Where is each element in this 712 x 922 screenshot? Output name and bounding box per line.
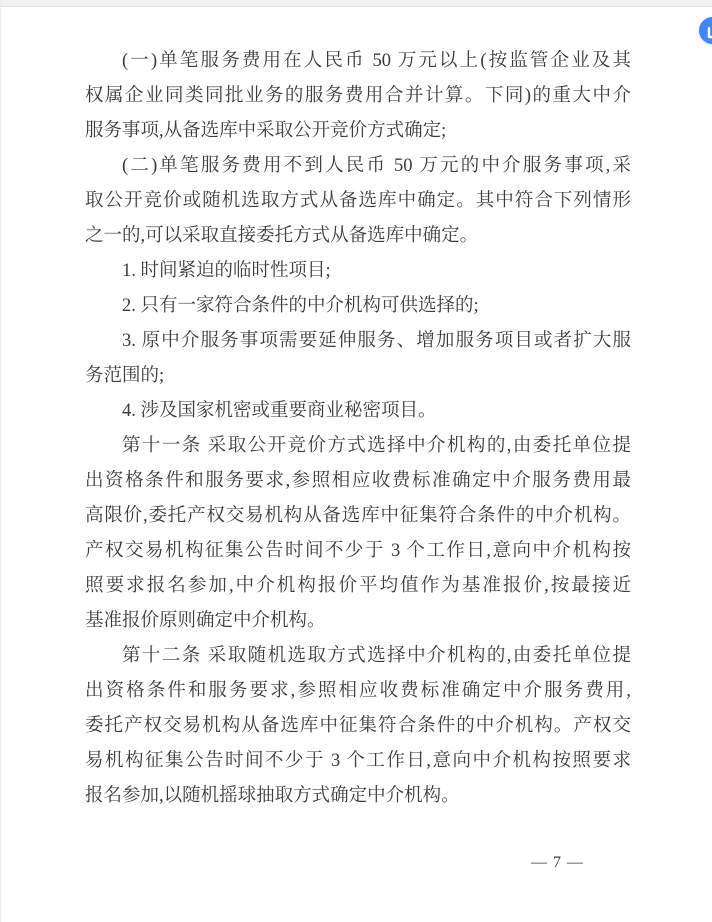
text-line: 权属企业同类同批业务的服务费用合并计算。下同)的重大中介 — [85, 86, 631, 106]
text-line: 报名参加,以随机摇球抽取方式确定中介机构。 — [85, 786, 460, 806]
floating-action-button[interactable] — [699, 17, 712, 44]
text-line: 易机构征集公告时间不少于 3 个工作日,意向中介机构按照要求 — [85, 751, 631, 771]
text-line: 高限价,委托产权交易机构从备选库中征集符合条件的中介机构。 — [85, 506, 631, 526]
page-number: — 7 — — [531, 854, 584, 871]
text-line: 4. 涉及国家机密或重要商业秘密项目。 — [122, 401, 437, 421]
text-line: 第十二条 采取随机选取方式选择中介机构的,由委托单位提 — [122, 646, 631, 666]
text-line: 委托产权交易机构从备选库中征集符合条件的中介机构。产权交 — [85, 716, 631, 736]
page-top-edge — [1, 0, 712, 7]
text-line: 照要求报名参加,中介机构报价平均值作为基准报价,按最接近 — [85, 576, 631, 596]
text-line: 服务事项,从备选库中采取公开竞价方式确定; — [85, 121, 447, 141]
text-line: 出资格条件和服务要求,参照相应收费标准确定中介服务费用, — [85, 681, 631, 701]
document-body — [85, 44, 631, 814]
fab-icon — [699, 25, 712, 41]
text-line: 3. 原中介服务事项需要延伸服务、增加服务项目或者扩大服 — [122, 331, 631, 351]
text-line: 取公开竞价或随机选取方式从备选库中确定。其中符合下列情形 — [85, 191, 631, 211]
text-line: 出资格条件和服务要求,参照相应收费标准确定中介服务费用最 — [85, 471, 631, 491]
text-line: 之一的,可以采取直接委托方式从备选库中确定。 — [85, 226, 479, 246]
text-line: 务范围的; — [85, 366, 165, 386]
text-line: 基准报价原则确定中介机构。 — [85, 611, 326, 631]
text-line: 2. 只有一家符合条件的中介机构可供选择的; — [122, 296, 479, 316]
text-line: 第十一条 采取公开竞价方式选择中介机构的,由委托单位提 — [122, 436, 631, 456]
text-line: (二)单笔服务费用不到人民币 50 万元的中介服务事项,采 — [122, 156, 631, 176]
text-line: 1. 时间紧迫的临时性项目; — [122, 261, 331, 281]
text-line: 产权交易机构征集公告时间不少于 3 个工作日,意向中介机构按 — [85, 541, 631, 561]
text-line: (一)单笔服务费用在人民币 50 万元以上(按监管企业及其 — [122, 51, 631, 71]
